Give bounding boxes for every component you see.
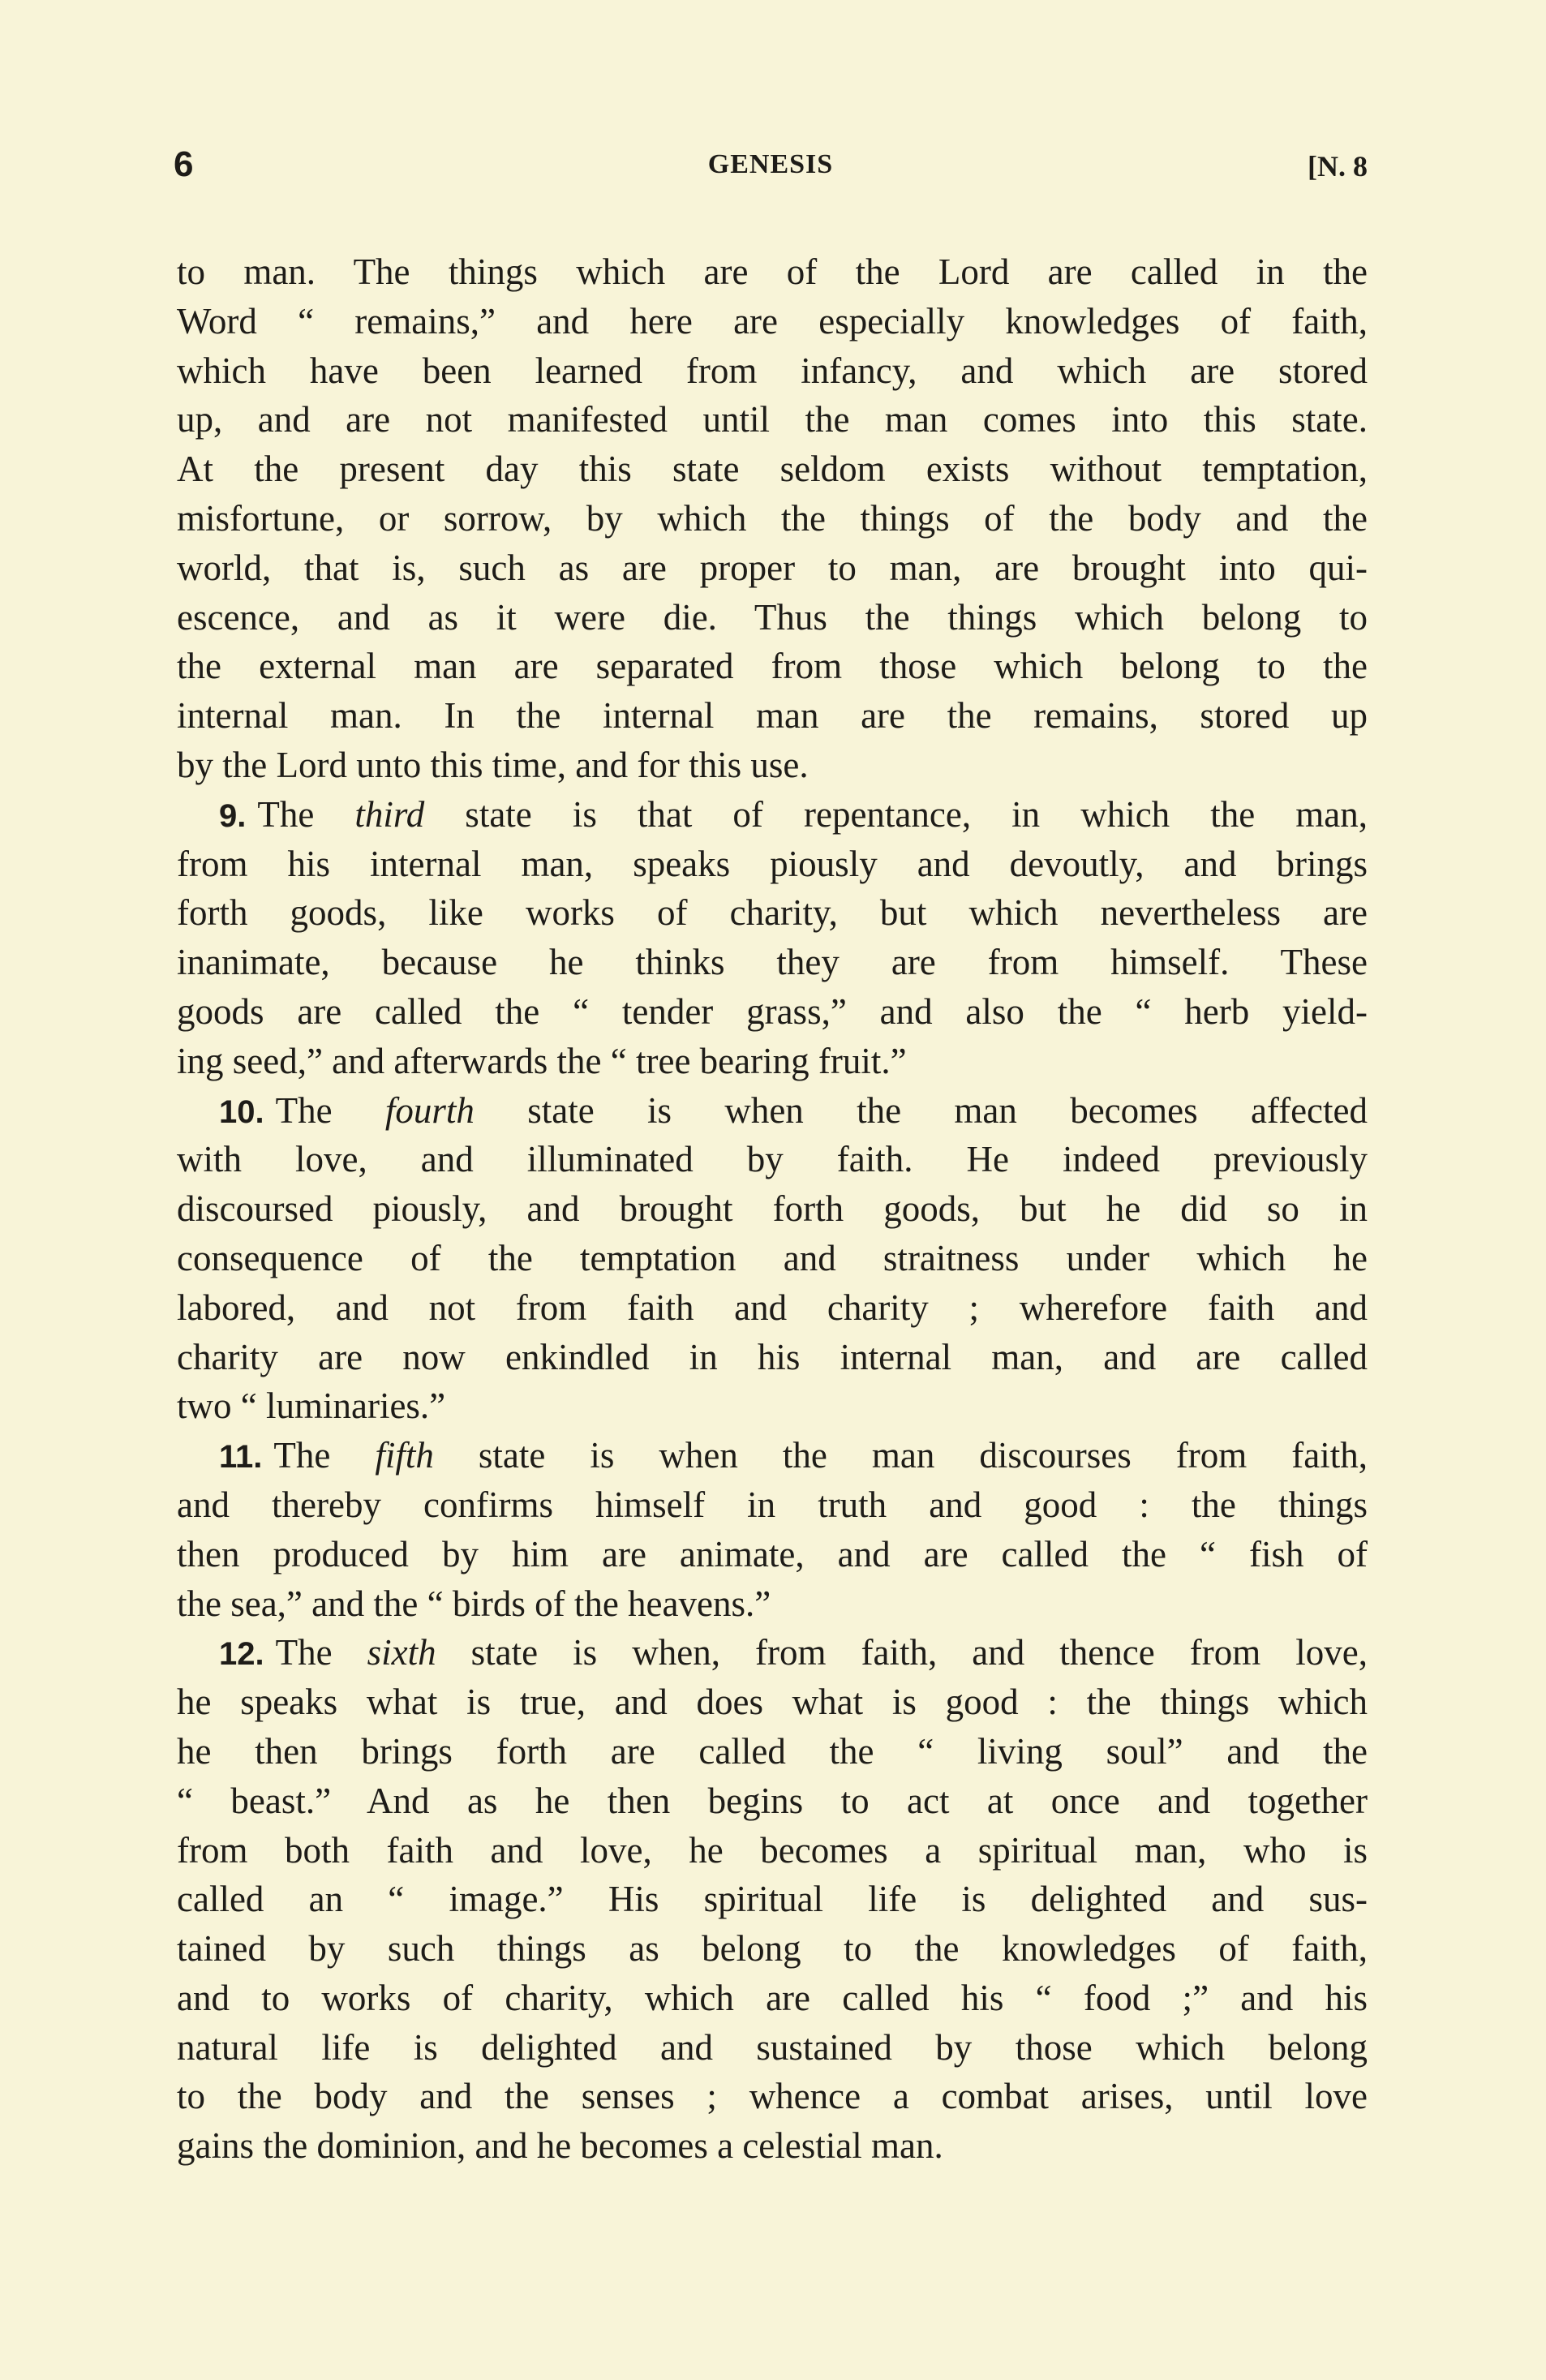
line-text: gains the dominion, and he becomes a celestial man. xyxy=(177,2125,943,2167)
line-text: charity are now enkindled in his internal man, and are called xyxy=(177,1336,1368,1377)
line-text: consequence of the temptation and straitness under which he xyxy=(177,1237,1368,1278)
italic-ordinal: fifth xyxy=(375,1435,434,1476)
line-text: The xyxy=(273,1435,376,1476)
line-text: to man. The things which are of the Lord are called in the xyxy=(177,251,1368,292)
text-line xyxy=(177,987,1368,1037)
line-text: then produced by him are animate, and are called the “ fish of xyxy=(177,1533,1368,1574)
line-text: state is when, from faith, and thence from love, xyxy=(436,1632,1368,1673)
text-line xyxy=(177,888,1368,938)
line-text: from both faith and love, he becomes a spiritual man, who is xyxy=(177,1829,1368,1871)
line-text: Word “ remains,” and here are especially knowledges of faith, xyxy=(177,300,1368,342)
paragraph-first-line xyxy=(177,1628,1368,1678)
text-line xyxy=(177,395,1368,445)
text-line xyxy=(177,1333,1368,1382)
italic-ordinal: third xyxy=(354,793,425,835)
text-line xyxy=(177,1184,1368,1234)
text-line xyxy=(177,543,1368,593)
text-line xyxy=(177,1974,1368,2023)
section-number: [N. 8 xyxy=(1308,150,1368,183)
text-line xyxy=(177,1037,1368,1086)
running-header xyxy=(174,144,1368,193)
text-line xyxy=(177,938,1368,987)
text-line xyxy=(177,1480,1368,1530)
line-text: The xyxy=(275,1632,367,1673)
line-text: natural life is delighted and sustained by those which belong xyxy=(177,2026,1368,2068)
text-line xyxy=(177,494,1368,543)
line-text: inanimate, because he thinks they are from himself. These xyxy=(177,942,1368,983)
page-number: 6 xyxy=(174,144,194,184)
line-text: internal man. In the internal man are the remains, stored up xyxy=(177,695,1368,737)
line-text: with love, and illuminated by faith. He indeed previously xyxy=(177,1139,1368,1180)
line-text: The xyxy=(275,1089,385,1131)
line-text: goods are called the “ tender grass,” and also the “ herb yield- xyxy=(177,990,1368,1032)
text-line xyxy=(177,1924,1368,1974)
line-text: which have been learned from infancy, and which are stored xyxy=(177,350,1368,391)
line-text: by the Lord unto this time, and for this use. xyxy=(177,744,809,785)
line-text: tained by such things as belong to the knowledges of faith, xyxy=(177,1928,1368,1970)
text-line xyxy=(177,1234,1368,1283)
text-line xyxy=(177,1678,1368,1727)
text-line xyxy=(177,1776,1368,1826)
line-text: the sea,” and the “ birds of the heavens.” xyxy=(177,1583,771,1624)
text-line xyxy=(177,691,1368,741)
text-line xyxy=(177,247,1368,297)
line-text: from his internal man, speaks piously and devoutly, and brings xyxy=(177,843,1368,884)
paragraph-first-line xyxy=(177,1431,1368,1480)
line-text: and to works of charity, which are called his “ food ;” and his xyxy=(177,1977,1368,2018)
text-line xyxy=(177,1579,1368,1629)
text-line xyxy=(177,1727,1368,1776)
text-line xyxy=(177,1826,1368,1875)
line-text: called an “ image.” His spiritual life is delighted and sus- xyxy=(177,1879,1368,1920)
line-text: state is when the man becomes affected xyxy=(474,1089,1368,1131)
text-line xyxy=(177,445,1368,494)
text-line xyxy=(177,2121,1368,2171)
text-line xyxy=(177,2072,1368,2121)
text-line xyxy=(177,346,1368,396)
italic-ordinal: sixth xyxy=(367,1632,436,1673)
line-text: escence, and as it were die. Thus the things which belong to xyxy=(177,596,1368,638)
text-line xyxy=(177,1530,1368,1579)
line-text: he then brings forth are called the “ living soul” and the xyxy=(177,1730,1368,1772)
line-text: forth goods, like works of charity, but which nevertheless are xyxy=(177,892,1368,934)
paragraph-first-line xyxy=(177,1086,1368,1136)
line-text: discoursed piously, and brought forth goods, but he did so in xyxy=(177,1188,1368,1230)
line-text: At the present day this state seldom exists without temptation, xyxy=(177,449,1368,490)
line-text: labored, and not from faith and charity ; wherefore faith and xyxy=(177,1287,1368,1328)
line-text: to the body and the senses ; whence a combat arises, until love xyxy=(177,2076,1368,2117)
paragraph-number: 12. xyxy=(219,1636,264,1673)
italic-ordinal: fourth xyxy=(384,1089,475,1131)
paragraph-first-line xyxy=(177,790,1368,840)
text-line xyxy=(177,741,1368,790)
line-text: world, that is, such as are proper to man, are brought into qui- xyxy=(177,547,1368,588)
line-text: he speaks what is true, and does what is good : the things which xyxy=(177,1682,1368,1723)
line-text: “ beast.” And as he then begins to act at once and together xyxy=(177,1780,1368,1821)
text-line xyxy=(177,1135,1368,1184)
line-text: ing seed,” and afterwards the “ tree bearing fruit.” xyxy=(177,1040,907,1081)
text-line xyxy=(177,297,1368,346)
paragraph-number: 10. xyxy=(219,1093,264,1130)
text-line xyxy=(177,642,1368,691)
paragraph-number: 11. xyxy=(219,1439,263,1476)
text-line xyxy=(177,1875,1368,1924)
text-line xyxy=(177,1381,1368,1431)
text-line xyxy=(177,2023,1368,2073)
line-text: two “ luminaries.” xyxy=(177,1385,446,1427)
paragraph-number: 9. xyxy=(219,797,247,834)
line-text: and thereby confirms himself in truth and good : the things xyxy=(177,1484,1368,1525)
running-title: GENESIS xyxy=(707,149,834,179)
text-line xyxy=(177,840,1368,889)
line-text: misfortune, or sorrow, by which the things of the body and the xyxy=(177,497,1368,539)
page-body-text xyxy=(177,247,1368,2171)
text-line xyxy=(177,593,1368,642)
line-text: The xyxy=(257,793,355,835)
line-text: the external man are separated from those which belong to the xyxy=(177,646,1368,687)
line-text: state is when the man discourses from faith, xyxy=(433,1435,1368,1476)
line-text: up, and are not manifested until the man comes into this state. xyxy=(177,399,1368,440)
text-line xyxy=(177,1283,1368,1333)
line-text: state is that of repentance, in which the man, xyxy=(424,793,1368,835)
